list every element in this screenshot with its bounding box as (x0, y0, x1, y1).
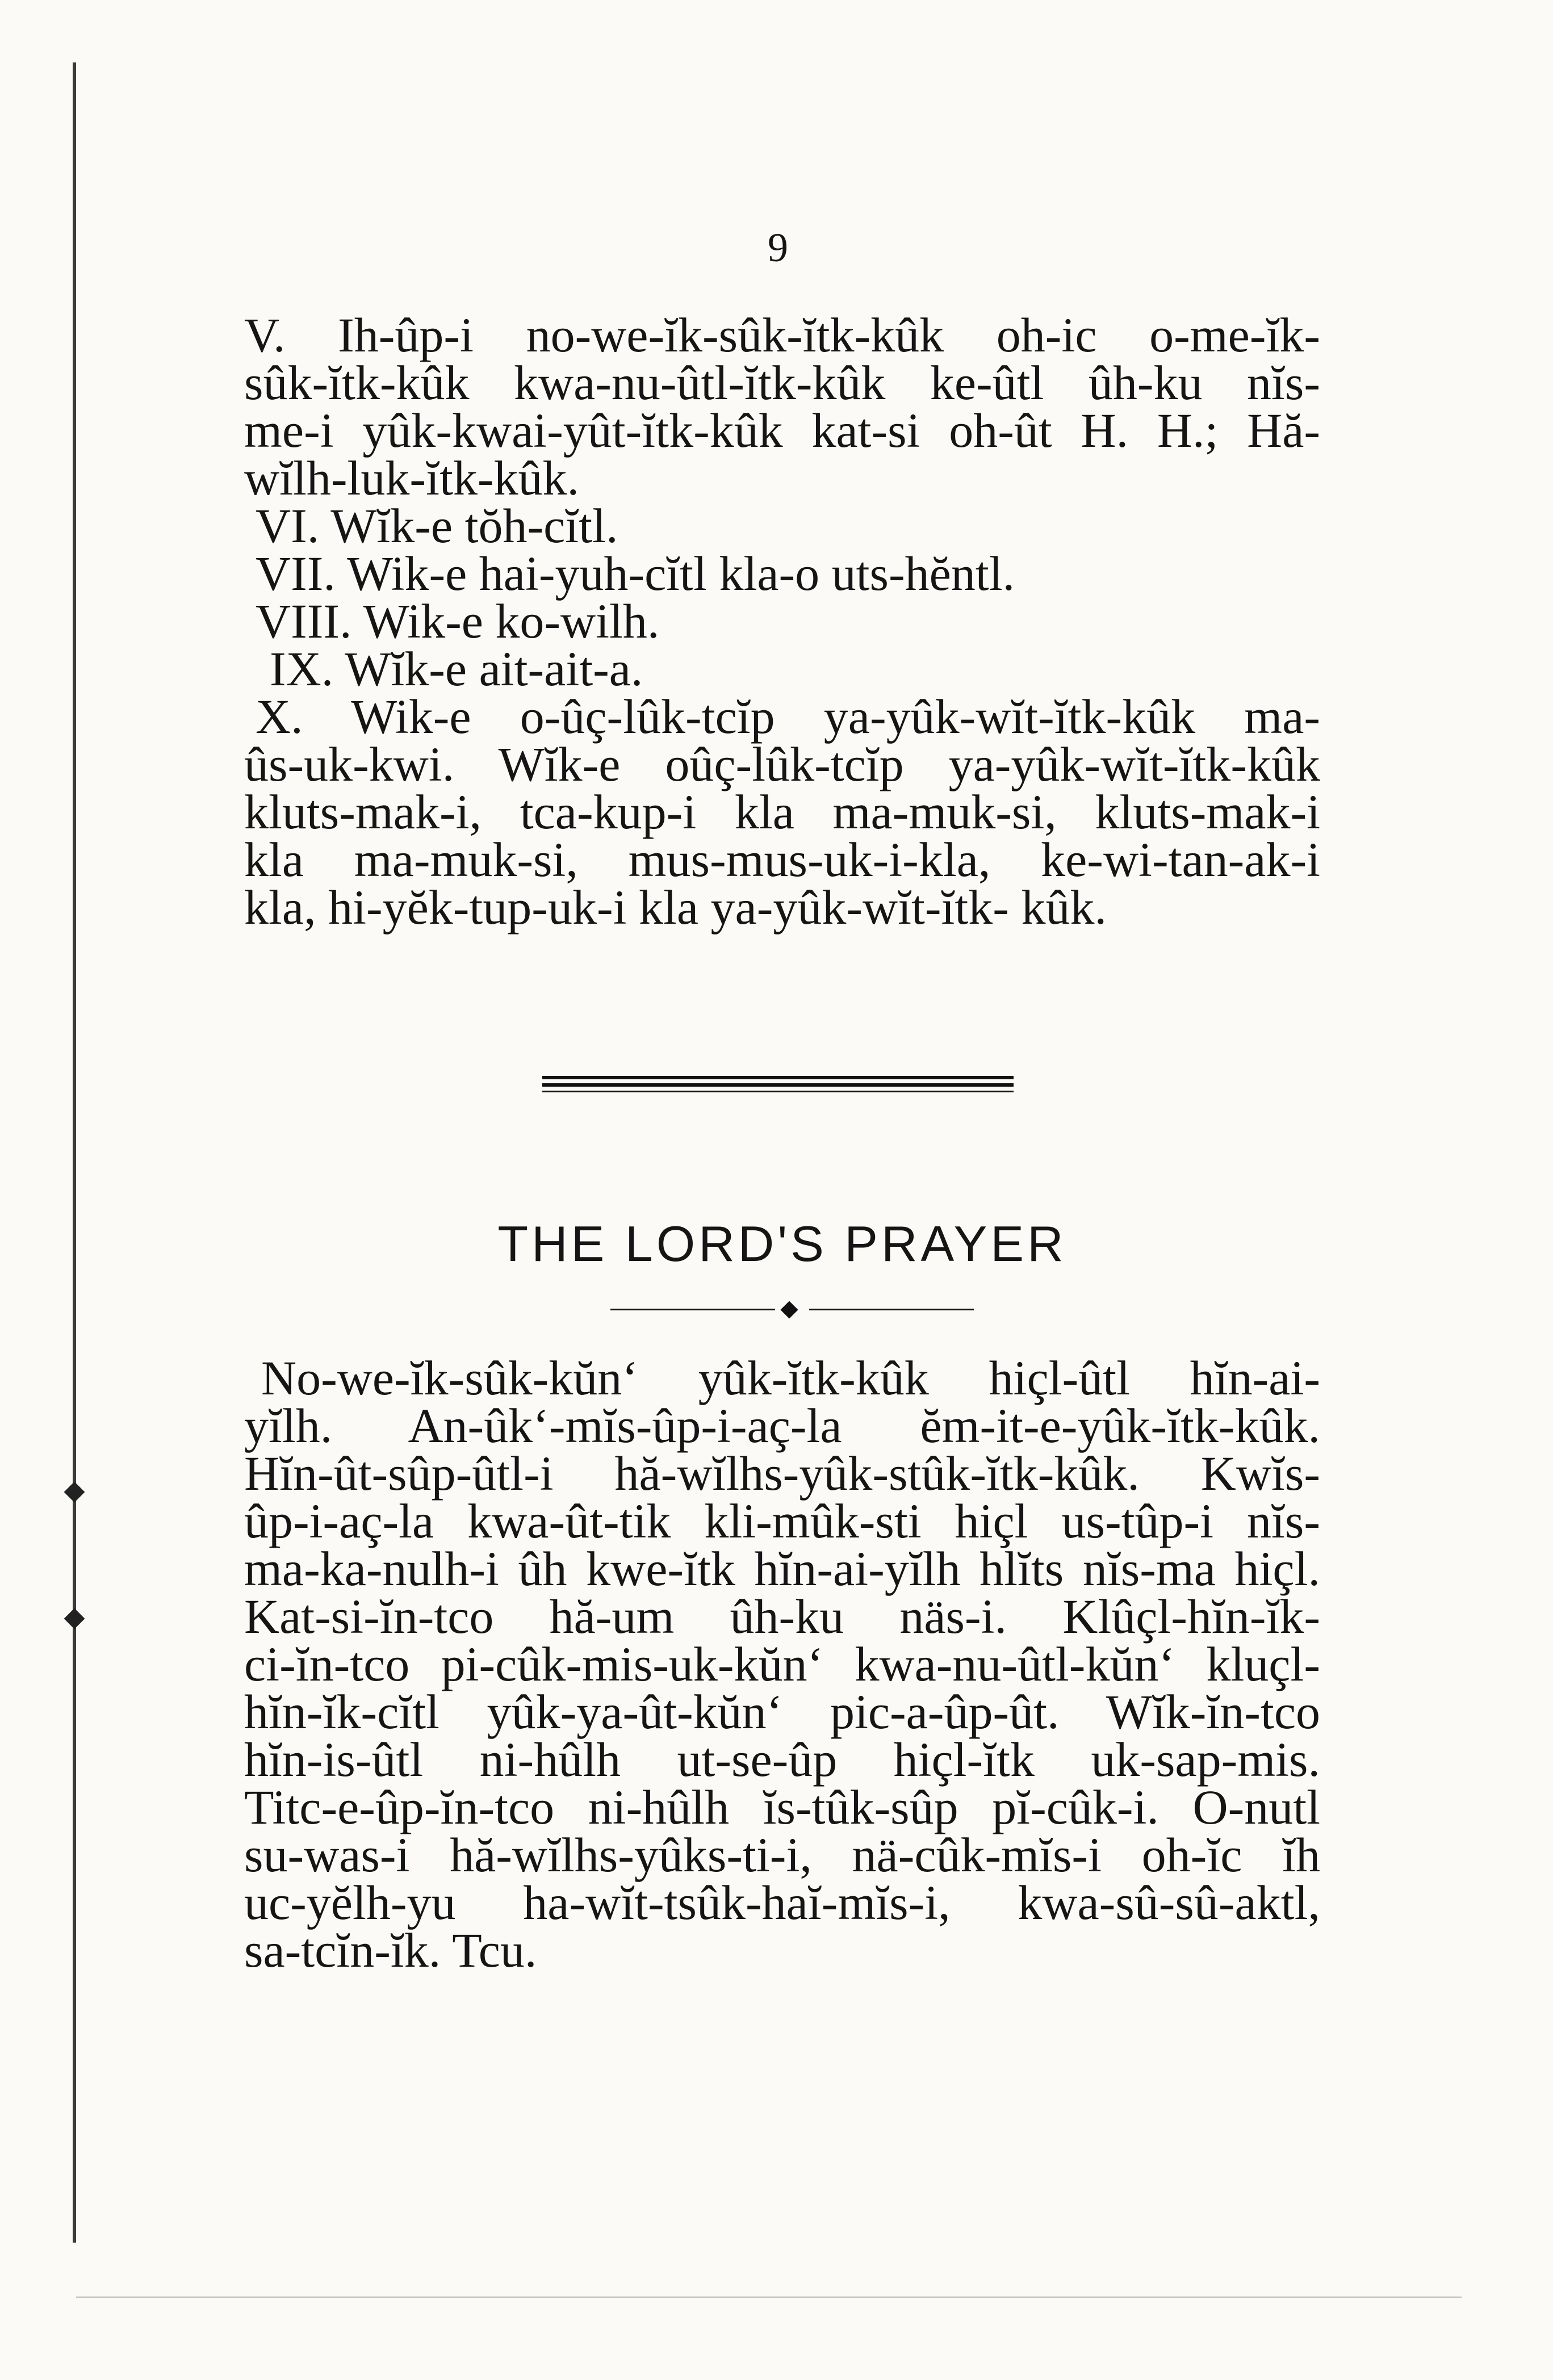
text-line: IX. Wĭk-e ait-ait-a. (270, 642, 643, 696)
prayer-section (244, 1351, 1320, 1977)
section-divider-rule (542, 1091, 1014, 1092)
text-line: sa-tcĭn-ĭk. Tcu. (244, 1923, 537, 1977)
text-line: me-i yûk-kwai-yût-ĭtk-kûk kat-si oh-ût H. H.; Hă- (244, 403, 1320, 458)
diamond-icon (780, 1301, 798, 1318)
text-line: kla, hi-yĕk-tup-uk-i kla ya-yûk-wĭt-ĭtk- kûk. (244, 880, 1107, 935)
text-line: hĭn-ĭk-cĭtl yûk-ya-ût-kŭn‘ pic-a-ûp-ût. Wĭk-ĭn-tco (244, 1685, 1320, 1739)
edge-diamond-mark (64, 1482, 85, 1503)
ornament-bar (809, 1309, 974, 1310)
text-line: VII. Wik-e hai-yuh-cĭtl kla-o uts-hĕntl. (256, 546, 1015, 601)
text-line: Titc-e-ûp-ĭn-tco ni-hûlh ĭs-tûk-sûp pĭ-cûk-i. O-nutl (244, 1780, 1320, 1834)
text-line: Hĭn-ût-sûp-ûtl-i hă-wĭlhs-yûk-stûk-ĭtk-kûk. Kwĭs- (244, 1446, 1320, 1501)
text-line: kluts-mak-i, tca-kup-i kla ma-muk-si, kluts-mak-i (244, 785, 1320, 839)
text-line: yĭlh. An-ûk‘-mĭs-ûp-i-aç-la ĕm-it-e-yûk-ĭtk-kûk. (244, 1398, 1320, 1453)
section-heading: THE LORD'S PRAYER (497, 1216, 1067, 1272)
text-line: ma-ka-nulh-i ûh kwe-ĭtk hĭn-ai-yĭlh hlĭts nĭs-ma hiçl. (244, 1541, 1320, 1596)
text-line: Kat-si-ĭn-tco hă-um ûh-ku näs-i. Klûçl-hĭn-ĭk- (244, 1589, 1320, 1644)
text-line: wĭlh-luk-ĭtk-kûk. (244, 451, 579, 505)
text-line: No-we-ĭk-sûk-kŭn‘ yûk-ĭtk-kûk hiçl-ûtl hĭn-ai- (261, 1351, 1320, 1405)
section-divider-rule (542, 1083, 1014, 1087)
text-line: uc-yĕlh-yu ha-wĭt-tsûk-haĭ-mĭs-i, kwa-sû-sû-aktl, (244, 1875, 1320, 1930)
heading-ornament (610, 1304, 974, 1315)
text-line: ûs-uk-kwi. Wĭk-e oûç-lûk-tcĭp ya-yûk-wĭt-ĭtk-kûk (244, 737, 1320, 791)
commandments-section (244, 308, 1320, 935)
text-line: sûk-ĭtk-kûk kwa-nu-ûtl-ĭtk-kûk ke-ûtl ûh-ku nĭs- (244, 355, 1320, 410)
page-number: 9 (768, 225, 788, 270)
text-line: VIII. Wik-e ko-wilh. (256, 594, 660, 648)
text-line: hĭn-is-ûtl ni-hûlh ut-se-ûp hiçl-ĭtk uk-sap-mis. (244, 1732, 1320, 1787)
text-line: kla ma-muk-si, mus-mus-uk-i-kla, ke-wi-tan-ak-i (244, 832, 1320, 887)
text-line: VI. Wĭk-e tŏh-cĭtl. (256, 498, 618, 553)
text-line: ûp-i-aç-la kwa-ût-tik kli-mûk-sti hiçl us-tûp-i nĭs- (244, 1494, 1320, 1548)
scan-edge-rule (73, 62, 76, 2243)
ornament-bar (610, 1309, 775, 1310)
text-line: ci-ĭn-tco pi-cûk-mis-uk-kŭn‘ kwa-nu-ûtl-kŭn‘ kluçl- (244, 1637, 1320, 1691)
scan-bottom-edge (76, 2297, 1462, 2298)
section-divider-rule (542, 1076, 1014, 1079)
text-line: X. Wik-e o-ûç-lûk-tcĭp ya-yûk-wĭt-ĭtk-kûk ma- (256, 689, 1320, 744)
text-line: su-was-i hă-wĭlhs-yûks-ti-i, nä-cûk-mĭs-i oh-ĭc ĭh (244, 1828, 1320, 1882)
text-line: V. Ih-ûp-i no-we-ĭk-sûk-ĭtk-kûk oh-ic o-me-ĭk- (244, 308, 1320, 362)
edge-diamond-mark (64, 1608, 85, 1629)
